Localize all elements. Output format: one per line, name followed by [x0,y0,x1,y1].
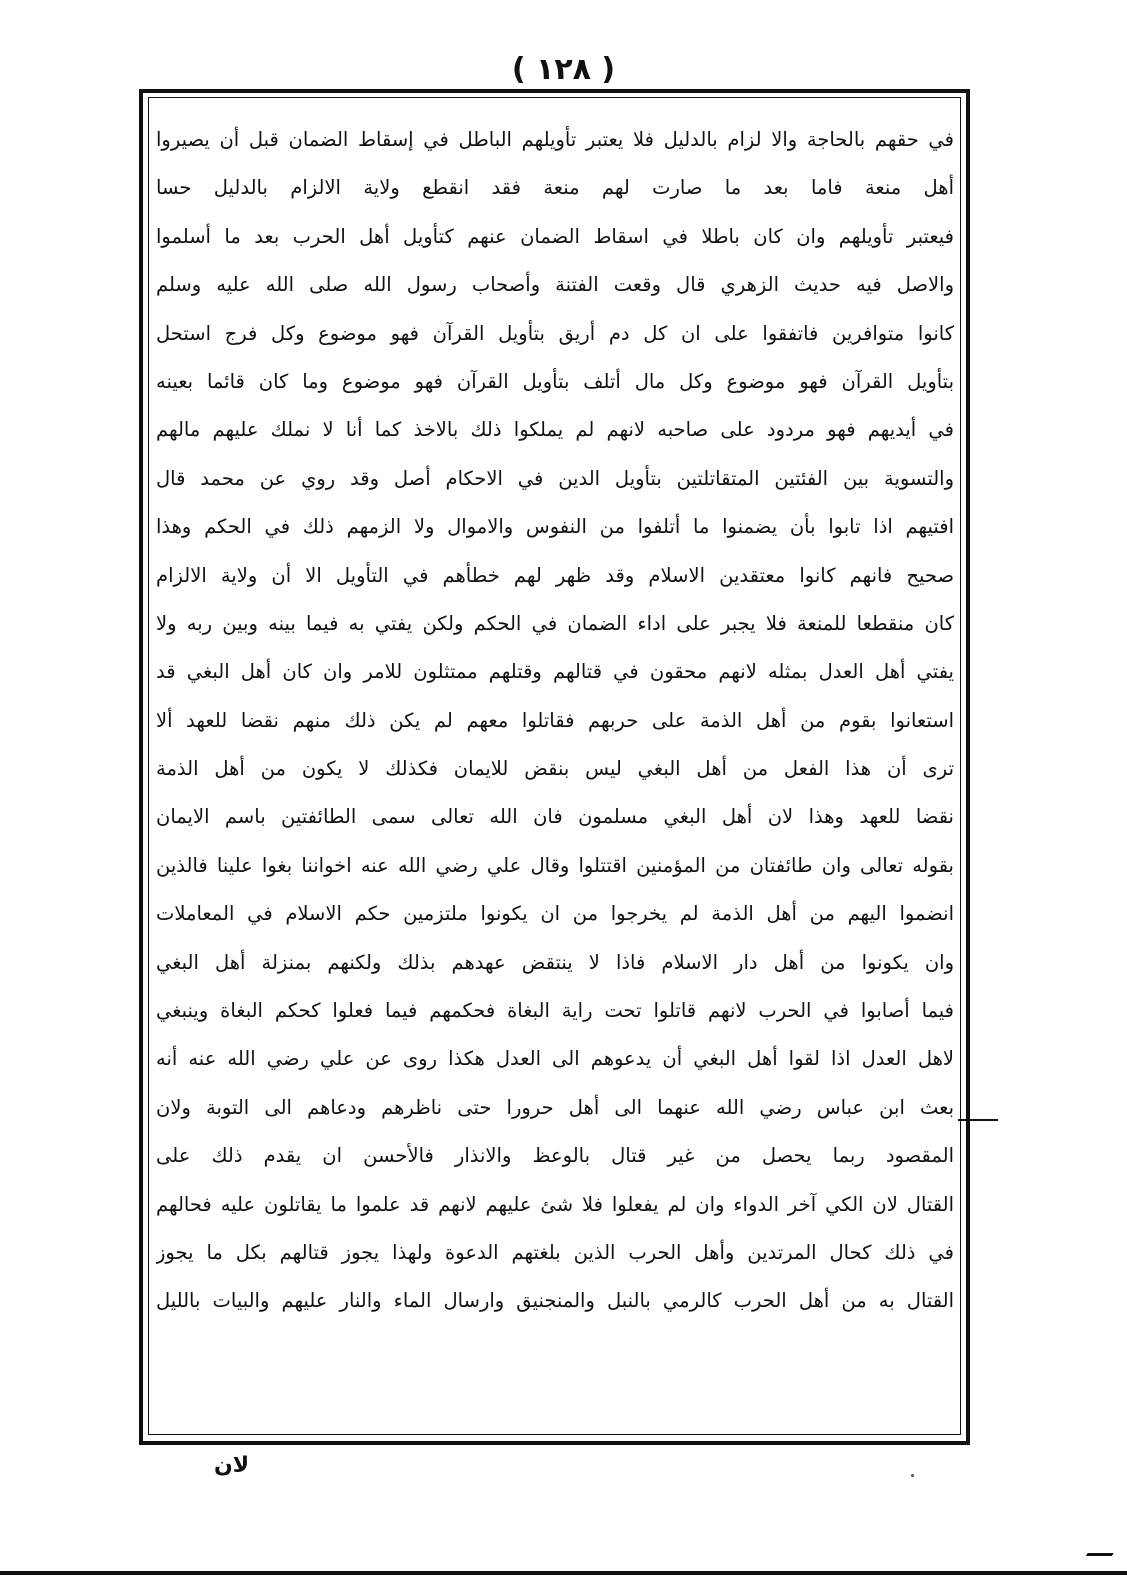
text-line: انضموا اليهم من أهل الذمة لم يخرجوا من ان يكونوا ملتزمين حكم الاسلام في المعاملات [156,902,954,926]
text-line: في حقهم بالحاجة والا لزام بالدليل فلا يعتبر تأويلهم الباطل في إسقاط الضمان قبل أن يصيروا [156,128,954,151]
text-line: بقوله تعالى وان طائفتان من المؤمنين اقتتلوا وقال علي رضي الله عنه اخواننا بغوا علينا فالذين [156,853,954,877]
text-line: بعث ابن عباس رضي الله عنهما الى أهل حرورا حتى ناظرهم ودعاهم الى التوبة ولان [156,1095,954,1119]
text-line: ترى أن هذا الفعل من أهل البغي ليس بنقض للايمان فكذلك لا يكون من أهل الذمة [156,757,954,781]
text-line: أهل منعة فاما بعد ما صارت لهم منعة فقد انقطع ولاية الالزام بالدليل حسا [156,176,954,200]
bottom-rule [0,1571,1127,1575]
text-line: في أيديهم فهو مردود على صاحبه لانهم لم يملكوا ذلك بالاخذ كما أنا لا نملك عليهم مالهم [156,418,954,442]
text-line: كانوا متوافرين فاتفقوا على ان كل دم أريق بتأويل القرآن فهو موضوع وكل فرج استحل [156,321,954,345]
text-line: صحيح فانهم كانوا معتقدين الاسلام وقد ظهر لهم خطأهم في التأويل الا أن ولاية الالزام [156,563,954,587]
text-line: استعانوا بقوم من أهل الذمة على حربهم فقاتلوا معهم لم يكن ذلك منهم نقضا للعهد ألا [156,708,954,732]
catchword: لان [214,1453,250,1478]
text-line: يفتي أهل العدل بمثله لانهم محقون في قتالهم وقتلهم ممتثلون للامر وان كان أهل البغي قد [156,660,954,684]
page-number: ( ١٢٨ ) [511,52,616,87]
text-line: القتال لان الكي آخر الدواء وان لم يفعلوا فلا شئ عليهم لانهم قد علموا ما يقاتلون عليه فحالهم [156,1192,954,1216]
text-line: فيعتبر تأويلهم وان كان باطلا في اسقاط الضمان عنهم كتأويل أهل الحرب بعد ما أسلموا [156,224,954,248]
text-line: وان يكونوا من أهل دار الاسلام فاذا لا ينتقض عهدهم بذلك ولكنهم بمنزلة أهل البغي [156,950,954,974]
text-line: والتسوية بين الفئتين المتقاتلتين بتأويل الدين في الاحكام أصل وقد روي عن محمد قال [156,466,954,490]
text-line: لاهل العدل اذا لقوا أهل البغي أن يدعوهم الى العدل هكذا روى عن علي رضي الله عنه أنه [156,1047,954,1071]
text-line: كان منقطعا للمنعة فلا يجبر على اداء الضمان في الحكم ولكن يفتي به فيما بينه وبين ربه ولا [156,611,954,635]
text-line: المقصود ربما يحصل من غير قتال بالوعظ والانذار فالأحسن ان يقدم ذلك على [156,1144,954,1168]
text-line: والاصل فيه حديث الزهري قال وقعت الفتنة وأصحاب رسول الله صلى الله عليه وسلم [156,273,954,297]
text-line: في ذلك كحال المرتدين وأهل الحرب الذين بلغتهم الدعوة ولهذا يجوز قتالهم بكل ما يجوز [156,1240,954,1264]
margin-mark [958,1119,998,1121]
text-line: نقضا للعهد وهذا لان أهل البغي مسلمون فان الله تعالى سمى الطائفتين باسم الايمان [156,805,954,829]
text-line: القتال به من أهل الحرب كالرمي بالنبل والمنجنيق وارسال الماء والنار عليهم والبيات بالليل [156,1289,954,1313]
text-line: افتيهم اذا تابوا بأن يضمنوا ما أتلفوا من النفوس والاموال ولا الزمهم ذلك في الحكم وهذا [156,515,954,539]
corner-mark [1086,1535,1124,1556]
text-line: فيما أصابوا في الحرب لانهم قاتلوا تحت راية البغاة فحكمهم فيما فعلوا كحكم البغاة وينبغي [156,999,954,1023]
body-text [156,116,954,1326]
scan-speck [911,1474,914,1477]
text-line: بتأويل القرآن فهو موضوع وكل مال أتلف بتأويل القرآن فهو موضوع وما كان قائما بعينه [156,369,954,393]
